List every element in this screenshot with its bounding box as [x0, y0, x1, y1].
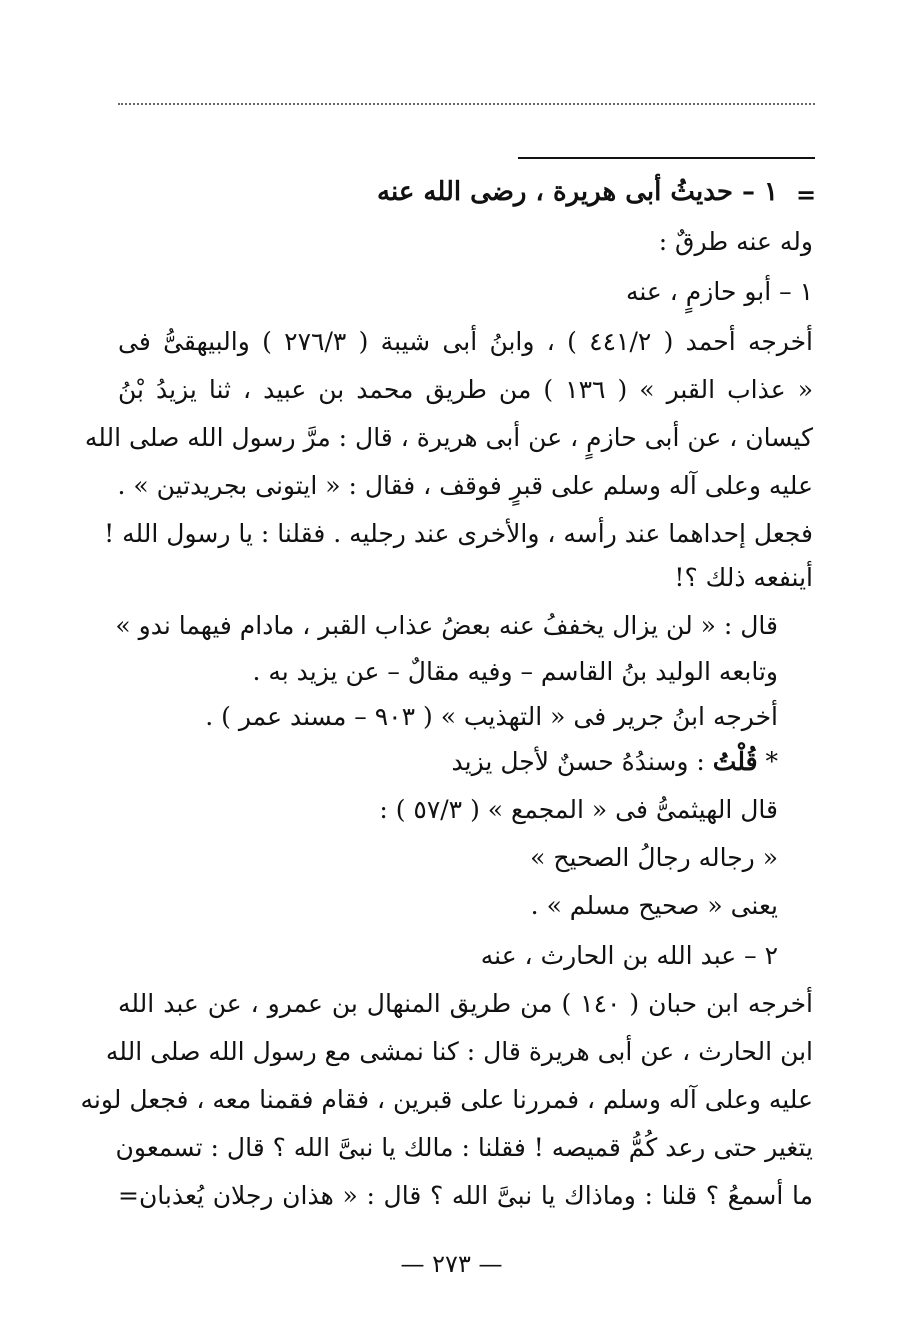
text-line: وله عنه طرقٌ :	[658, 227, 813, 256]
text-line: يعنى « صحيح مسلم » .	[530, 891, 778, 920]
text-line: أخرجه ابنُ جرير فى « التهذيب » ( ٩٠٣ – مسند عمر ) .	[205, 702, 778, 731]
text-line: فجعل إحداهما عند رأسه ، والأخرى عند رجليه . فقلنا : يا رسول الله !	[104, 519, 813, 548]
text-line: يتغير حتى رعد كُمُّ قميصه ! فقلنا : مالك يا نبىَّ الله ؟ قال : تسمعون	[115, 1133, 813, 1162]
text-line: عليه وعلى آله وسلم على قبرٍ فوقف ، فقال : « ايتونى بجريدتين » .	[117, 471, 813, 500]
text-line: أينفعه ذلك ؟!	[674, 563, 813, 592]
text-line: قال الهيثمىُّ فى « المجمع » ( ٥٧/٣ ) :	[379, 795, 778, 824]
qult-label: قُلْتُ	[712, 747, 758, 776]
top-dotted-rule	[118, 103, 815, 105]
author-note-line	[452, 740, 778, 784]
text-line: عليه وعلى آله وسلم ، فمررنا على قبرين ، فقام فقمنا معه ، فجعل لونه	[80, 1085, 813, 1114]
text-line: أخرجه ابن حبان ( ١٤٠ ) من طريق المنهال بن عمرو ، عن عبد الله	[118, 989, 813, 1018]
text-line: أخرجه أحمد ( ٤٤١/٢ ) ، وابنُ أبى شيبة ( ٢٧٦/٣ ) والبيهقىُّ فى	[118, 327, 813, 356]
note-text: : وسندُهُ حسنٌ لأجل يزيد	[451, 747, 705, 776]
text-line: قال : « لن يزال يخففُ عنه بعضُ عذاب القبر ، مادام فيهما ندو »	[115, 611, 778, 640]
section-heading: ١ – حديثُ أبى هريرة ، رضى الله عنه	[377, 177, 778, 207]
asterisk-mark: *	[765, 747, 778, 776]
text-line: ابن الحارث ، عن أبى هريرة قال : كنا نمشى مع رسول الله صلى الله	[105, 1037, 813, 1066]
page-number: — ٢٧٣ —	[400, 1250, 503, 1278]
quote-line: « رجاله رجالُ الصحيح »	[530, 843, 778, 872]
text-line: « عذاب القبر » ( ١٣٦ ) من طريق محمد بن عبيد ، ثنا يزيدُ بْنُ	[118, 375, 813, 404]
text-line: وتابعه الوليد بنُ القاسم – وفيه مقالٌ – عن يزيد به .	[252, 657, 778, 686]
continuation-mark: =	[796, 180, 817, 209]
subheading-line: ٢ – عبد الله بن الحارث ، عنه	[480, 941, 778, 970]
text-line: ما أسمعُ ؟ قلنا : وماذاك يا نبىَّ الله ؟ قال : « هذان رجلان يُعذبان=	[118, 1181, 813, 1210]
subheading-line: ١ – أبو حازمٍ ، عنه	[625, 277, 813, 306]
text-line: كيسان ، عن أبى حازمٍ ، عن أبى هريرة ، قال : مرَّ رسول الله صلى الله	[84, 423, 813, 452]
heading-rule	[518, 157, 815, 159]
